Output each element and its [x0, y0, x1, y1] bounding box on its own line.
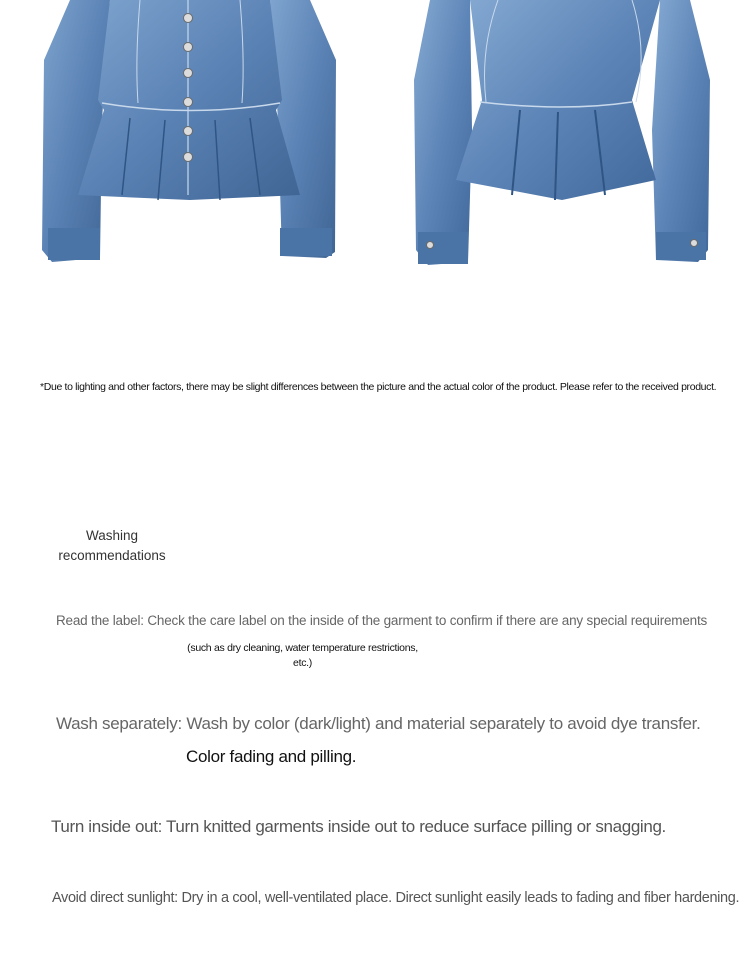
color-disclaimer: *Due to lighting and other factors, there may be slight differences between the picture and the actual color of the product. Please refer to the received product. — [40, 381, 717, 393]
avoid-sunlight-tip: Avoid direct sunlight: Dry in a cool, well-ventilated place. Direct sunlight easily leads to fading and fiber hardening. — [52, 890, 740, 906]
read-label-tip: Read the label: Check the care label on the inside of the garment to confirm if there are any special requirements — [56, 613, 708, 628]
wash-separately-tip-note: Color fading and pilling. — [186, 747, 357, 766]
turn-inside-out-tip: Turn inside out: Turn knitted garments inside out to reduce surface pilling or snagging. — [51, 817, 666, 836]
wash-separately-tip: Wash separately: Wash by color (dark/light) and material separately to avoid dye transfer. — [56, 714, 701, 733]
read-label-tip-note: (such as dry cleaning, water temperature restrictions, etc.) — [187, 642, 418, 669]
back-view-jacket-image — [400, 0, 730, 270]
front-view-jacket-image — [30, 0, 350, 270]
washing-recommendations-heading: Washing recommendations — [58, 528, 166, 563]
